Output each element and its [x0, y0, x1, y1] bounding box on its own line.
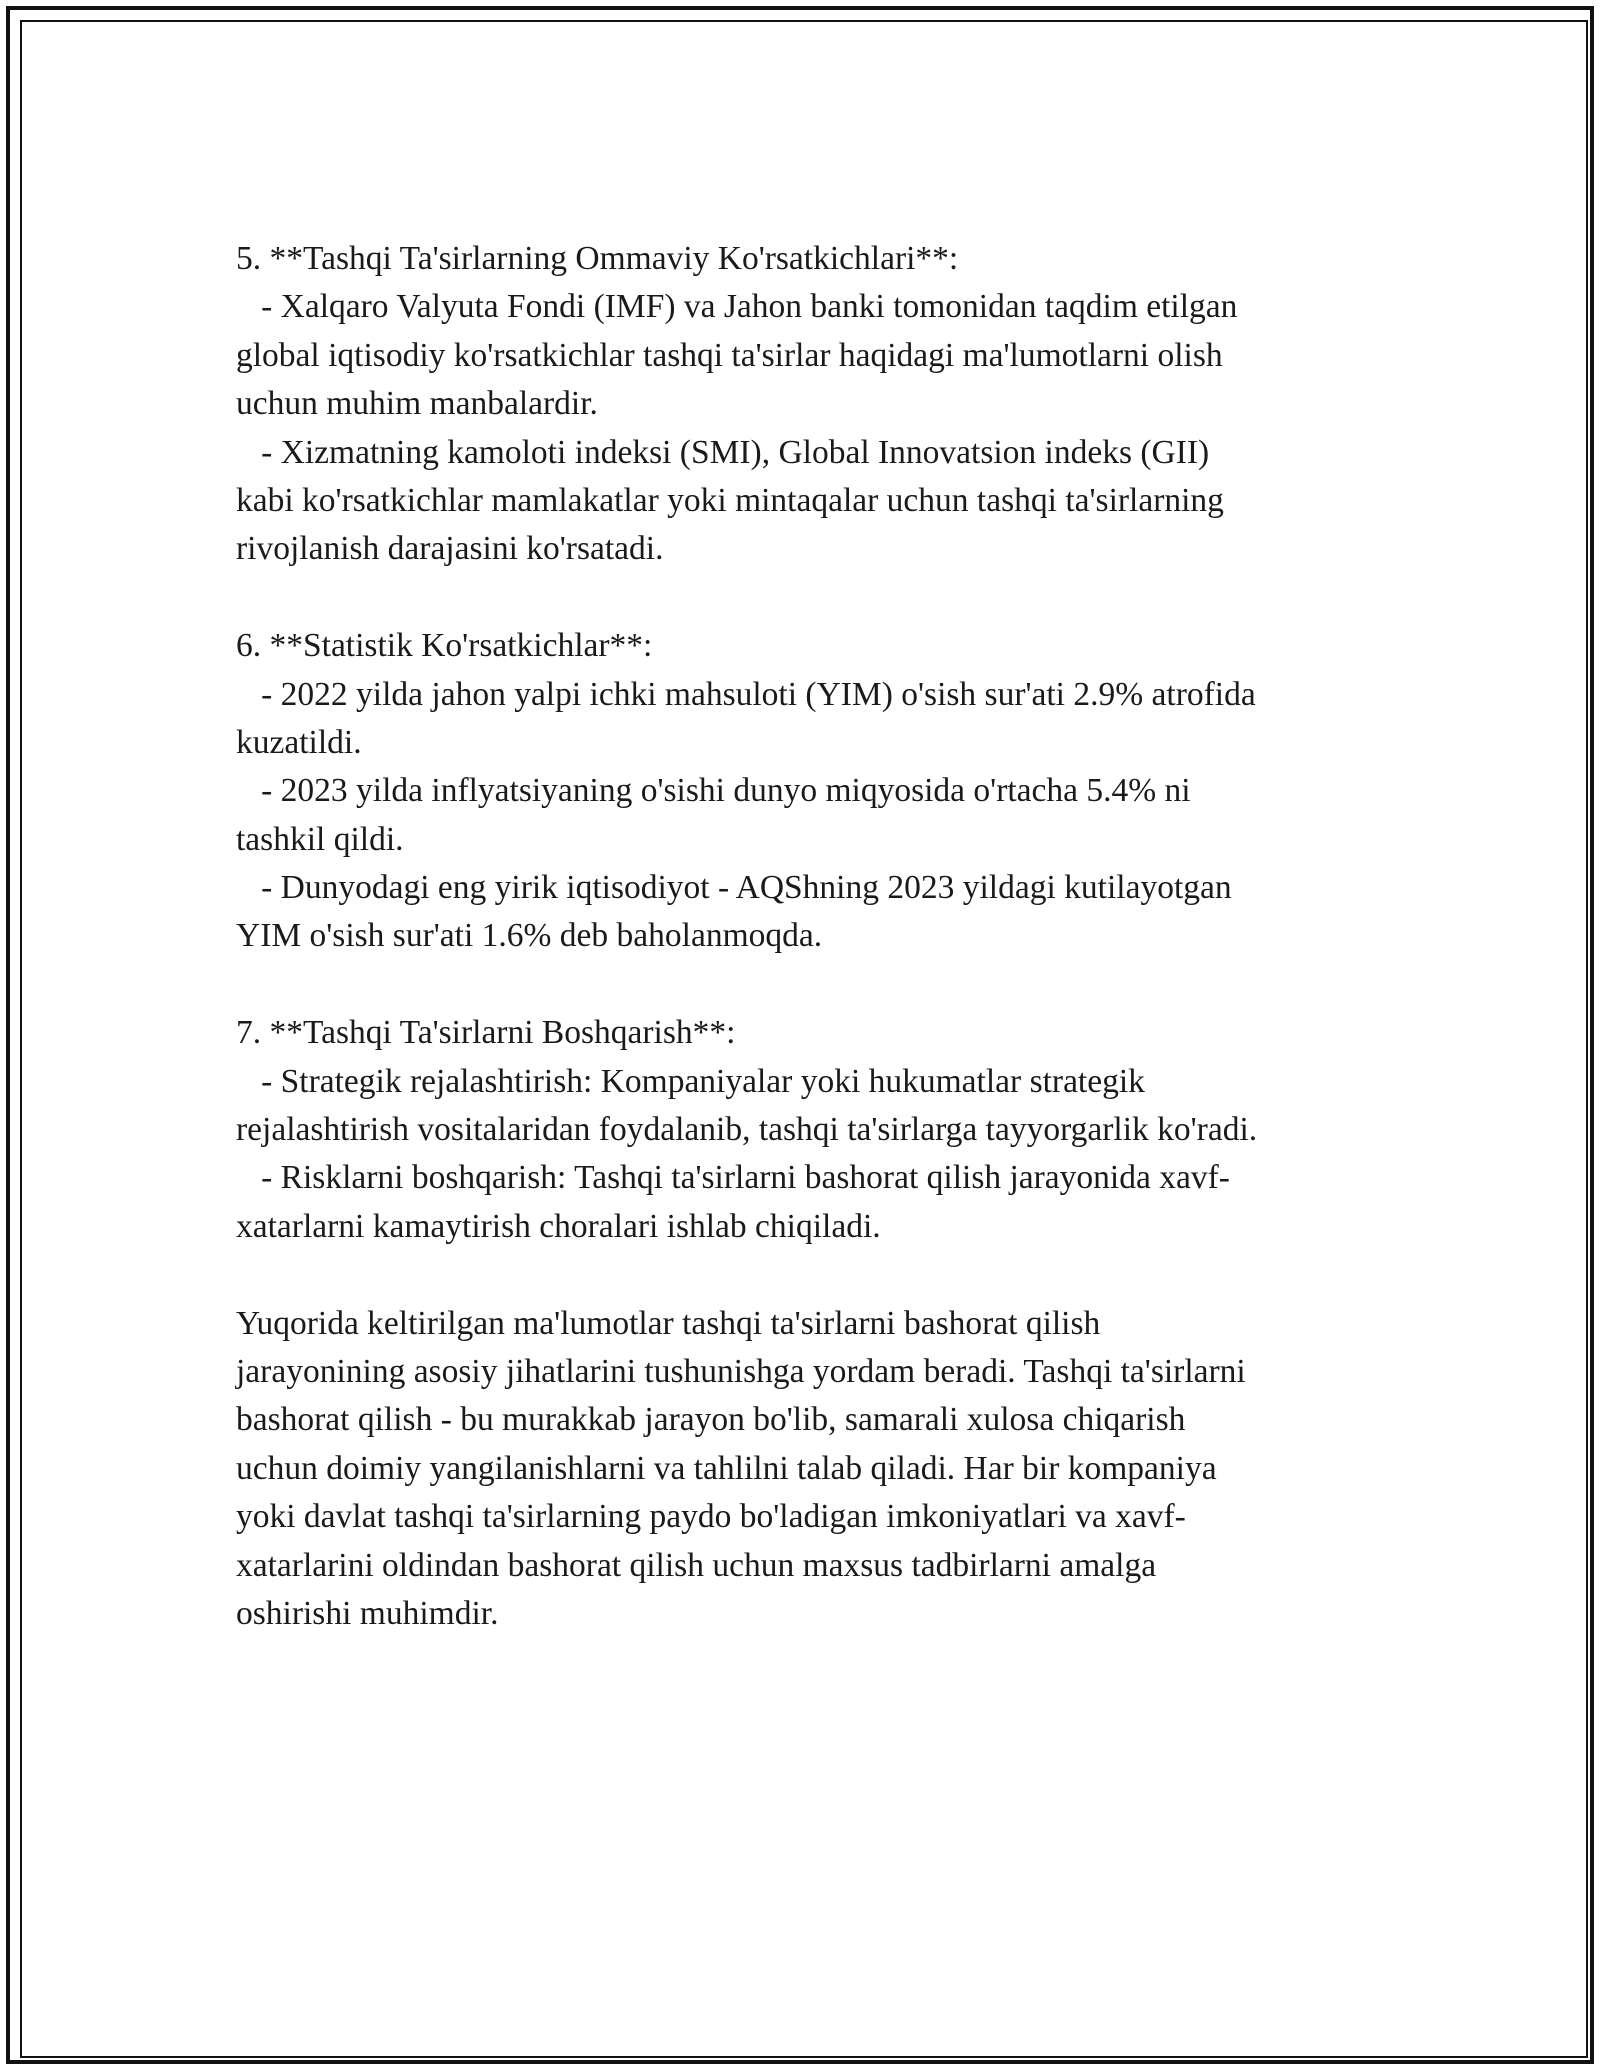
section-7 [236, 1009, 1376, 1251]
section-heading: 7. **Tashqi Ta'sirlarni Boshqarish**: [236, 1014, 736, 1052]
text-line: jarayonining asosiy jihatlarini tushunishga yordam beradi. Tashqi ta'sirlarni [236, 1352, 1246, 1390]
text-line: rivojlanish darajasini ko'rsatadi. [236, 530, 664, 568]
section-6 [236, 622, 1376, 961]
text-line: bashorat qilish - bu murakkab jarayon bo'lib, samarali xulosa chiqarish [236, 1401, 1186, 1439]
text-line: kuzatildi. [236, 723, 362, 761]
section-heading: 5. **Tashqi Ta'sirlarning Ommaviy Ko'rsatkichlari**: [236, 240, 959, 277]
text-line: - Risklarni boshqarish: Tashqi ta'sirlarni bashorat qilish jarayonida xavf- [236, 1159, 1230, 1197]
text-line: - Strategik rejalashtirish: Kompaniyalar yoki hukumatlar strategik [236, 1062, 1145, 1100]
document-body [236, 235, 1376, 1638]
text-line: kabi ko'rsatkichlar mamlakatlar yoki mintaqalar uchun tashqi ta'sirlarning [236, 481, 1224, 519]
text-line: global iqtisodiy ko'rsatkichlar tashqi ta'sirlar haqidagi ma'lumotlarni olish [236, 336, 1223, 374]
section-heading: 6. **Statistik Ko'rsatkichlar**: [236, 627, 653, 665]
text-line: yoki davlat tashqi ta'sirlarning paydo bo'ladigan imkoniyatlari va xavf- [236, 1498, 1186, 1536]
paragraph-gap [236, 961, 1376, 1009]
paragraph-gap [236, 1251, 1376, 1299]
text-line: oshirishi muhimdir. [236, 1594, 499, 1632]
text-line: xatarlarini oldindan bashorat qilish uchun maxsus tadbirlarni amalga [236, 1546, 1157, 1584]
text-line: - 2022 yilda jahon yalpi ichki mahsuloti (YIM) o'sish sur'ati 2.9% atrofida [236, 675, 1256, 713]
text-line: tashkil qildi. [236, 820, 404, 858]
text-line: uchun doimiy yangilanishlarni va tahlilni talab qiladi. Har bir kompaniya [236, 1449, 1217, 1487]
text-line: - 2023 yilda inflyatsiyaning o'sishi dunyo miqyosida o'rtacha 5.4% ni [236, 772, 1191, 810]
text-line: - Xizmatning kamoloti indeksi (SMI), Global Innovatsion indeks (GII) [236, 433, 1210, 471]
paragraph-gap [236, 574, 1376, 622]
text-line: - Xalqaro Valyuta Fondi (IMF) va Jahon banki tomonidan taqdim etilgan [236, 288, 1238, 326]
text-line: xatarlarni kamaytirish choralari ishlab chiqiladi. [236, 1207, 881, 1245]
text-line: rejalashtirish vositalaridan foydalanib, tashqi ta'sirlarga tayyorgarlik ko'radi. [236, 1111, 1258, 1149]
text-line: YIM o'sish sur'ati 1.6% deb baholanmoqda. [236, 917, 823, 955]
section-5 [236, 235, 1376, 574]
text-line: - Dunyodagi eng yirik iqtisodiyot - AQShning 2023 yildagi kutilayotgan [236, 869, 1232, 907]
conclusion-paragraph [236, 1300, 1376, 1639]
text-line: Yuqorida keltirilgan ma'lumotlar tashqi ta'sirlarni bashorat qilish [236, 1304, 1101, 1342]
text-line: uchun muhim manbalardir. [236, 385, 598, 423]
